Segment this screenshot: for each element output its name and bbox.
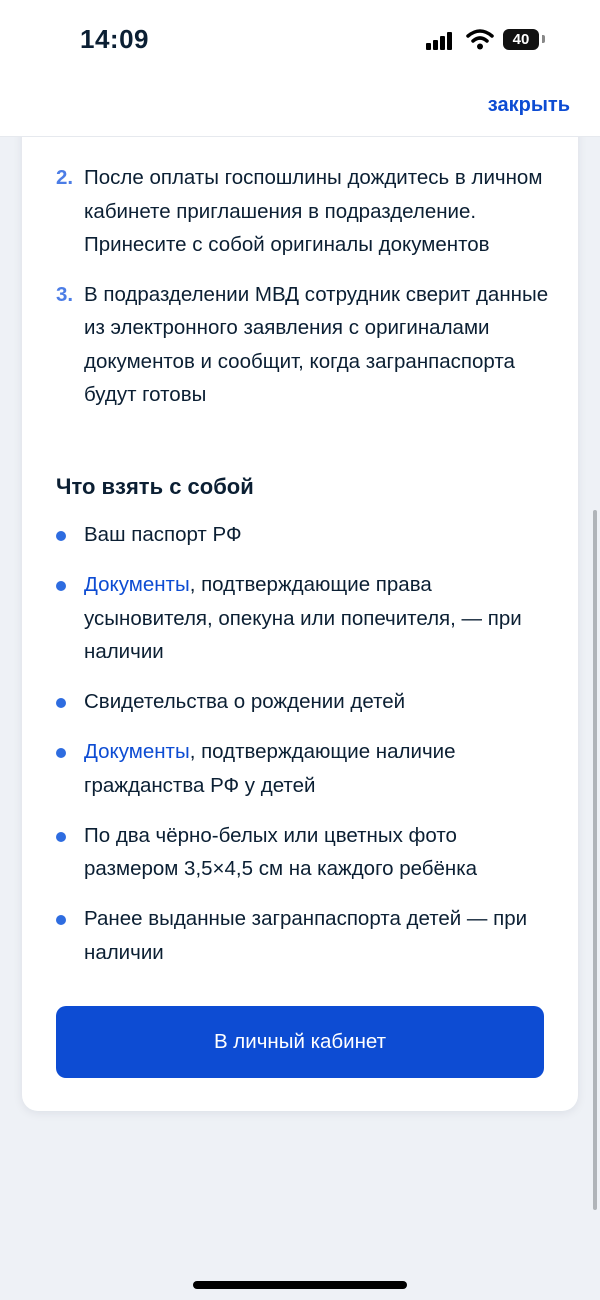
cellular-signal-icon (426, 32, 454, 50)
bring-item-guardian-docs (56, 568, 556, 669)
bullet-dot-icon (56, 531, 66, 541)
step-item (56, 161, 556, 262)
bullet-dot-icon (56, 832, 66, 842)
bullet-dot-icon (56, 915, 66, 925)
battery-tip (542, 35, 545, 43)
item-text: Свидетельства о рождении детей (84, 690, 406, 713)
status-bar (0, 0, 600, 80)
status-time: 14:09 (80, 24, 149, 54)
info-card (22, 137, 578, 1111)
step-text: В подразделении МВД сотрудник сверит данные из электронного заявления с оригиналами документов и сообщит, когда загранпаспорта будут готовы (84, 282, 549, 406)
bring-item-citizenship-docs (56, 735, 556, 802)
item-text: Ранее выданные загранпаспорта детей — при наличии (84, 907, 528, 964)
documents-link[interactable]: Документы (84, 740, 190, 763)
step-text: После оплаты госпошлины дождитесь в личном кабинете приглашения в подразделение. Принесите с собой оригиналы документов (84, 166, 543, 256)
close-link[interactable]: закрыть (487, 94, 570, 116)
bullet-dot-icon (56, 581, 66, 591)
step-item (56, 278, 556, 412)
home-indicator[interactable] (193, 1281, 407, 1289)
section-title: Что взять с собой (56, 474, 254, 499)
bullet-dot-icon (56, 698, 66, 708)
documents-link[interactable]: Документы (84, 573, 190, 596)
step-number: 2. (56, 166, 74, 189)
battery-level: 40 (512, 31, 530, 48)
content-scroll-area[interactable] (0, 137, 600, 1190)
bring-list (56, 518, 556, 986)
bring-item-photos (56, 819, 556, 886)
item-text: , подтверждающие наличие гражданства РФ у детей (84, 740, 456, 797)
battery-icon (503, 29, 539, 50)
top-bar (0, 80, 600, 137)
scrollbar[interactable] (593, 510, 597, 1210)
step-number: 3. (56, 282, 74, 306)
steps-list (56, 161, 556, 428)
item-text: По два чёрно-белых или цветных фото размером 3,5×4,5 см на каждого ребёнка (84, 823, 478, 880)
item-text: , подтверждающие права усыновителя, опекуна или попечителя, — при наличии (84, 573, 522, 663)
bring-item-passport (56, 518, 556, 552)
personal-account-button[interactable]: В личный кабинет (56, 1006, 544, 1078)
item-text: Ваш паспорт РФ (84, 523, 242, 546)
wifi-icon (466, 28, 494, 50)
bullet-dot-icon (56, 748, 66, 758)
bring-item-birth-certificates (56, 685, 556, 719)
bring-item-old-passports (56, 902, 556, 969)
